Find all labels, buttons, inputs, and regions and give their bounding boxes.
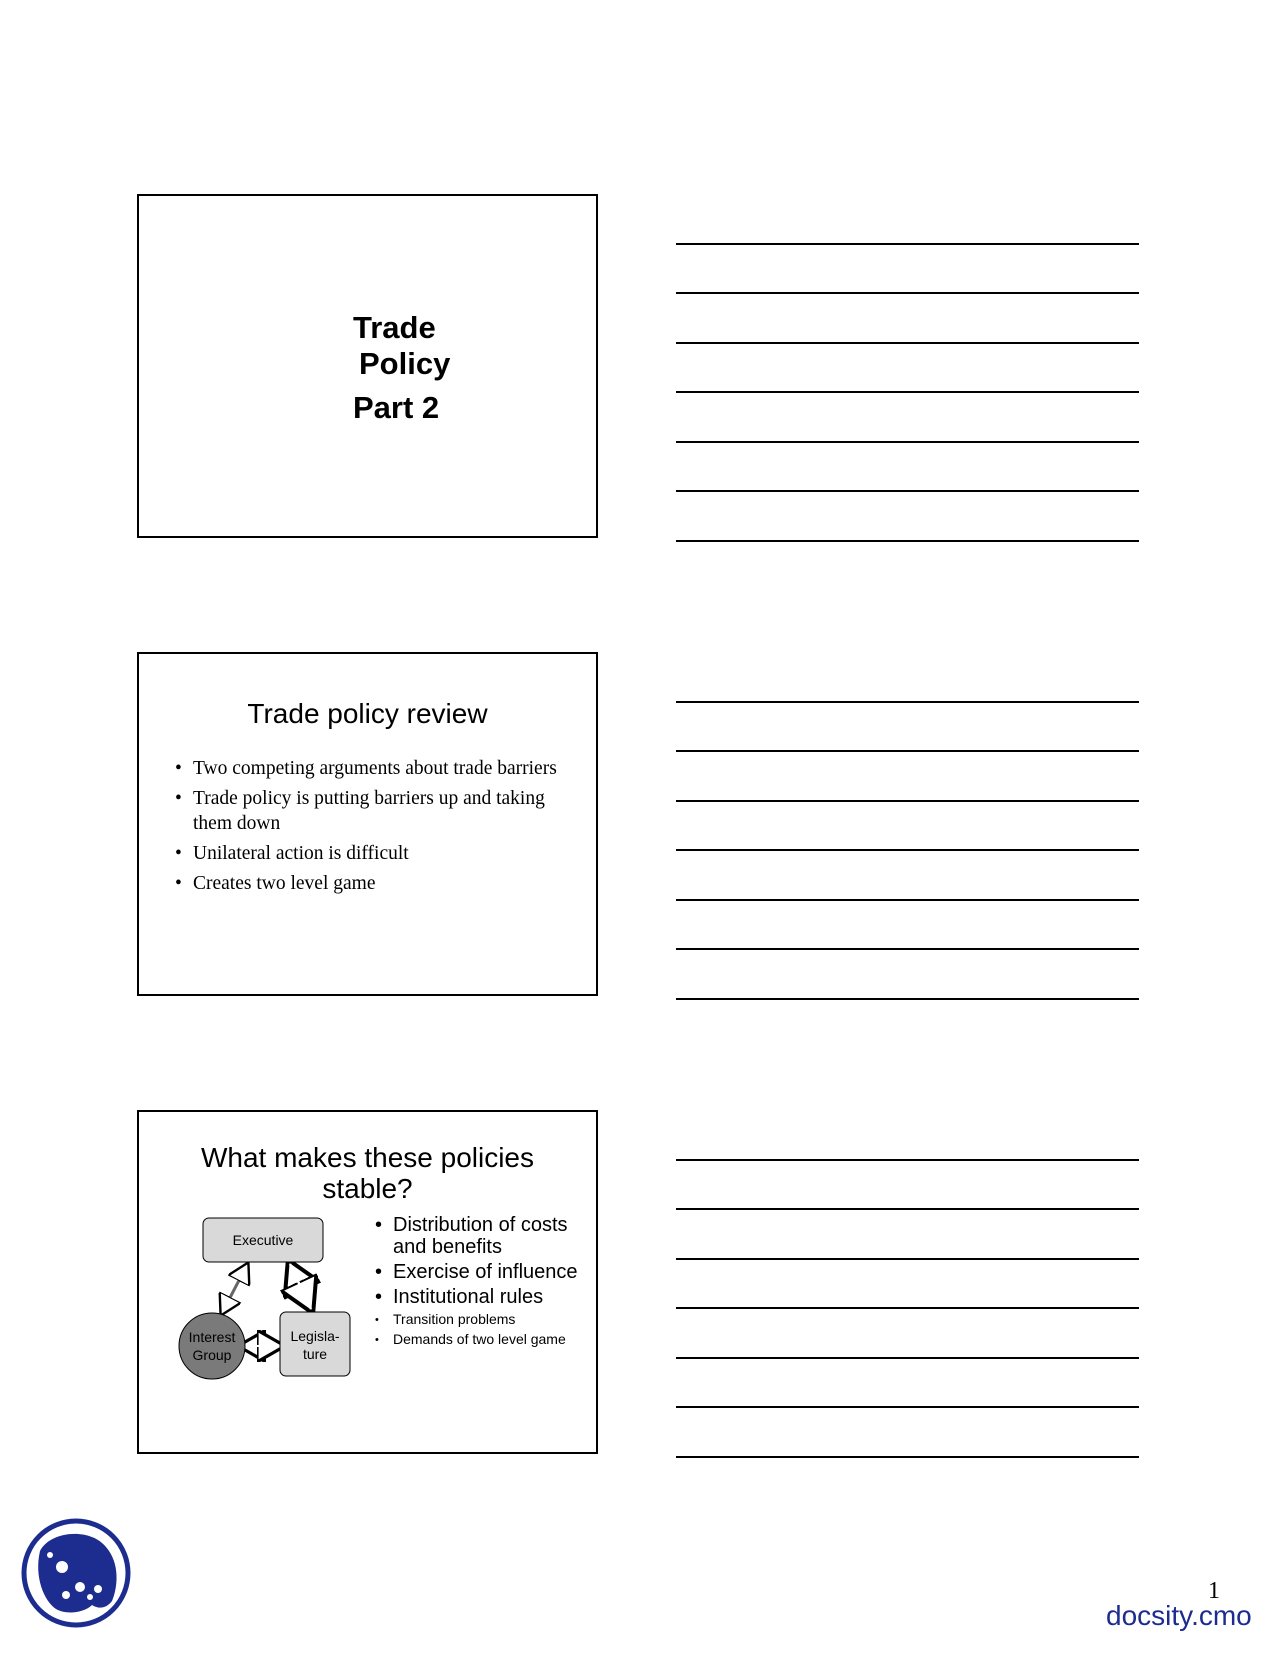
bullet-item: • Two competing arguments about trade barriers — [175, 756, 575, 781]
interest-group-label: Group — [192, 1347, 232, 1363]
slide-heading: Trade policy review — [247, 698, 488, 729]
note-line — [676, 998, 1139, 1000]
slide-title — [137, 194, 598, 538]
note-line — [676, 701, 1139, 703]
note-line — [676, 1357, 1139, 1359]
slide-title-line: Policy — [359, 346, 451, 381]
bullet-list — [175, 756, 575, 901]
docsity-logo-icon — [20, 1517, 132, 1629]
interest-group-label: Interest — [188, 1329, 236, 1345]
legislature-label: Legisla- — [290, 1328, 340, 1344]
note-line — [676, 1208, 1139, 1210]
slide-title-line: Trade — [353, 310, 436, 345]
bullet-item: • Institutional rules — [375, 1286, 595, 1308]
bullet-item: • Exercise of influence — [375, 1261, 595, 1283]
note-line — [676, 1406, 1139, 1408]
brand-watermark: docsity.cmo — [1106, 1600, 1252, 1631]
note-line — [676, 490, 1139, 492]
slide-trade-policy-review — [137, 652, 598, 996]
note-line — [676, 1307, 1139, 1309]
page-number: 1 — [1208, 1578, 1220, 1604]
note-line — [676, 800, 1139, 802]
slide-heading — [139, 1142, 596, 1204]
arrow-interest-executive — [222, 1265, 247, 1313]
note-line — [676, 1456, 1139, 1458]
note-line — [676, 292, 1139, 294]
legislature-label: ture — [302, 1346, 328, 1362]
interest-group-circle — [179, 1313, 245, 1379]
arrow-executive-legislature-inner — [290, 1264, 311, 1309]
note-line — [676, 948, 1139, 950]
sub-bullet-item: • Transition problems — [375, 1311, 595, 1327]
bullet-list — [375, 1214, 595, 1351]
sub-bullet-item: • Demands of two level game — [375, 1331, 595, 1347]
bullet-item: • Distribution of costs and benefits — [375, 1214, 595, 1258]
bullet-item: • Trade policy is putting barriers up and taking them down — [175, 786, 575, 836]
note-line — [676, 750, 1139, 752]
slide-heading-line: stable? — [322, 1173, 413, 1204]
note-line — [676, 1258, 1139, 1260]
note-line — [676, 342, 1139, 344]
bullet-item: • Creates two level game — [175, 871, 575, 896]
note-line — [676, 899, 1139, 901]
note-line — [676, 540, 1139, 542]
note-line — [676, 243, 1139, 245]
slide-title-line: Part 2 — [353, 390, 440, 425]
bullet-item: • Unilateral action is difficult — [175, 841, 575, 866]
actors-diagram — [177, 1214, 367, 1384]
note-line — [676, 441, 1139, 443]
note-line — [676, 391, 1139, 393]
executive-label: Executive — [232, 1232, 294, 1248]
slide-heading-line: What makes these policies — [200, 1142, 535, 1173]
slide-policy-stability — [137, 1110, 598, 1454]
note-line — [676, 1159, 1139, 1161]
note-line — [676, 849, 1139, 851]
legislature-box — [280, 1312, 350, 1376]
